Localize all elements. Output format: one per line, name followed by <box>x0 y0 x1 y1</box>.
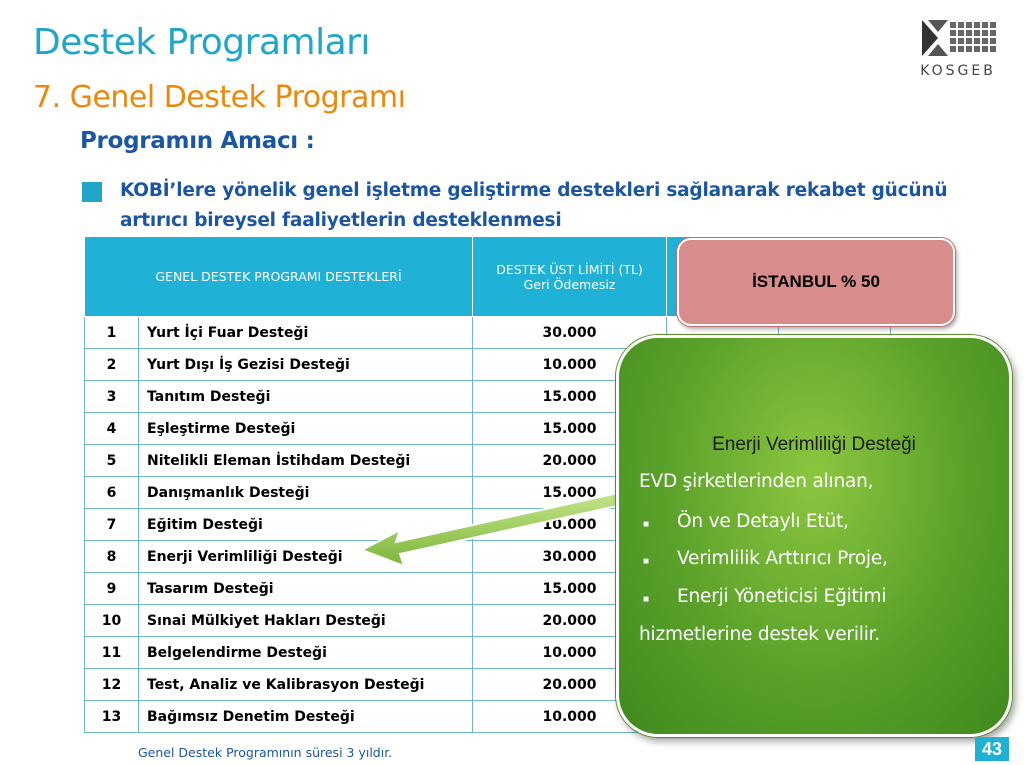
row-limit: 10.000 <box>473 701 667 733</box>
row-limit: 10.000 <box>473 637 667 669</box>
green-heading: Enerji Verimliliği Desteği <box>712 434 916 455</box>
energy-efficiency-callout <box>616 335 1012 737</box>
row-limit: 15.000 <box>473 573 667 605</box>
row-number: 10 <box>85 605 139 637</box>
bullet-text: KOBİ’lere yönelik genel işletme geliştirme destekleri sağlanarak rekabet gücünü artırıcı bireysel faaliyetlerin desteklenmesi <box>120 180 948 231</box>
footer-note: Genel Destek Programının süresi 3 yıldır. <box>138 745 393 760</box>
istanbul-callout-text: İSTANBUL % 50 <box>752 272 880 291</box>
green-bullet-1: Ön ve Detaylı Etüt, <box>677 511 849 532</box>
row-number: 12 <box>85 669 139 701</box>
header-limit-line2: Geri Ödemesiz <box>523 276 616 292</box>
row-number: 3 <box>85 381 139 413</box>
row-limit: 15.000 <box>473 381 667 413</box>
row-program-name: Danışmanlık Desteği <box>139 477 473 509</box>
row-program-name: Nitelikli Eleman İstihdam Desteği <box>139 445 473 477</box>
slide-subtitle: 7. Genel Destek Programı <box>33 80 406 115</box>
green-bullet-2: Verimlilik Arttırıcı Proje, <box>677 548 888 569</box>
logo-text: KOSGEB <box>920 63 996 79</box>
row-number: 8 <box>85 541 139 573</box>
row-limit: 20.000 <box>473 605 667 637</box>
row-program-name: Yurt İçi Fuar Desteği <box>139 317 473 349</box>
row-number: 1 <box>85 317 139 349</box>
row-limit: 20.000 <box>473 445 667 477</box>
row-program-name: Tanıtım Desteği <box>139 381 473 413</box>
row-program-name: Bağımsız Denetim Desteği <box>139 701 473 733</box>
row-number: 2 <box>85 349 139 381</box>
row-number: 13 <box>85 701 139 733</box>
kosgeb-logo <box>912 18 1004 80</box>
row-program-name: Tasarım Desteği <box>139 573 473 605</box>
green-closing: hizmetlerine destek verilir. <box>639 624 881 645</box>
row-program-name: Enerji Verimliliği Desteği <box>139 541 473 573</box>
row-program-name: Yurt Dışı İş Gezisi Desteği <box>139 349 473 381</box>
row-limit: 30.000 <box>473 317 667 349</box>
kosgeb-logo-mark-icon <box>918 18 998 58</box>
row-limit: 20.000 <box>473 669 667 701</box>
row-number: 9 <box>85 573 139 605</box>
istanbul-callout <box>677 238 955 326</box>
square-bullet-icon: ■ <box>643 594 650 605</box>
row-program-name: Eşleştirme Desteği <box>139 413 473 445</box>
row-limit: 10.000 <box>473 349 667 381</box>
row-limit: 10.000 <box>473 509 667 541</box>
slide-title: Destek Programları <box>33 22 370 63</box>
row-number: 11 <box>85 637 139 669</box>
header-programs: GENEL DESTEK PROGRAMI DESTEKLERİ <box>85 237 473 317</box>
row-program-name: Belgelendirme Desteği <box>139 637 473 669</box>
square-bullet-icon: ■ <box>643 556 650 567</box>
section-heading: Programın Amacı : <box>80 128 315 154</box>
green-intro: EVD şirketlerinden alınan, <box>639 471 874 492</box>
arrow-icon <box>360 488 630 578</box>
row-program-name: Eğitim Desteği <box>139 509 473 541</box>
header-limit-line1: DESTEK ÜST LİMİTİ (TL) <box>496 261 643 277</box>
green-bullet-3: Enerji Yöneticisi Eğitimi <box>677 586 887 607</box>
row-number: 7 <box>85 509 139 541</box>
row-limit: 15.000 <box>473 477 667 509</box>
row-program-name: Sınai Mülkiyet Hakları Desteği <box>139 605 473 637</box>
page-number: 43 <box>975 737 1009 761</box>
square-bullet-icon: ■ <box>643 519 650 530</box>
row-number: 6 <box>85 477 139 509</box>
row-number: 4 <box>85 413 139 445</box>
row-number: 5 <box>85 445 139 477</box>
row-limit: 15.000 <box>473 413 667 445</box>
header-limit <box>473 237 667 317</box>
row-program-name: Test, Analiz ve Kalibrasyon Desteği <box>139 669 473 701</box>
row-limit: 30.000 <box>473 541 667 573</box>
bullet-square-icon <box>82 182 102 202</box>
